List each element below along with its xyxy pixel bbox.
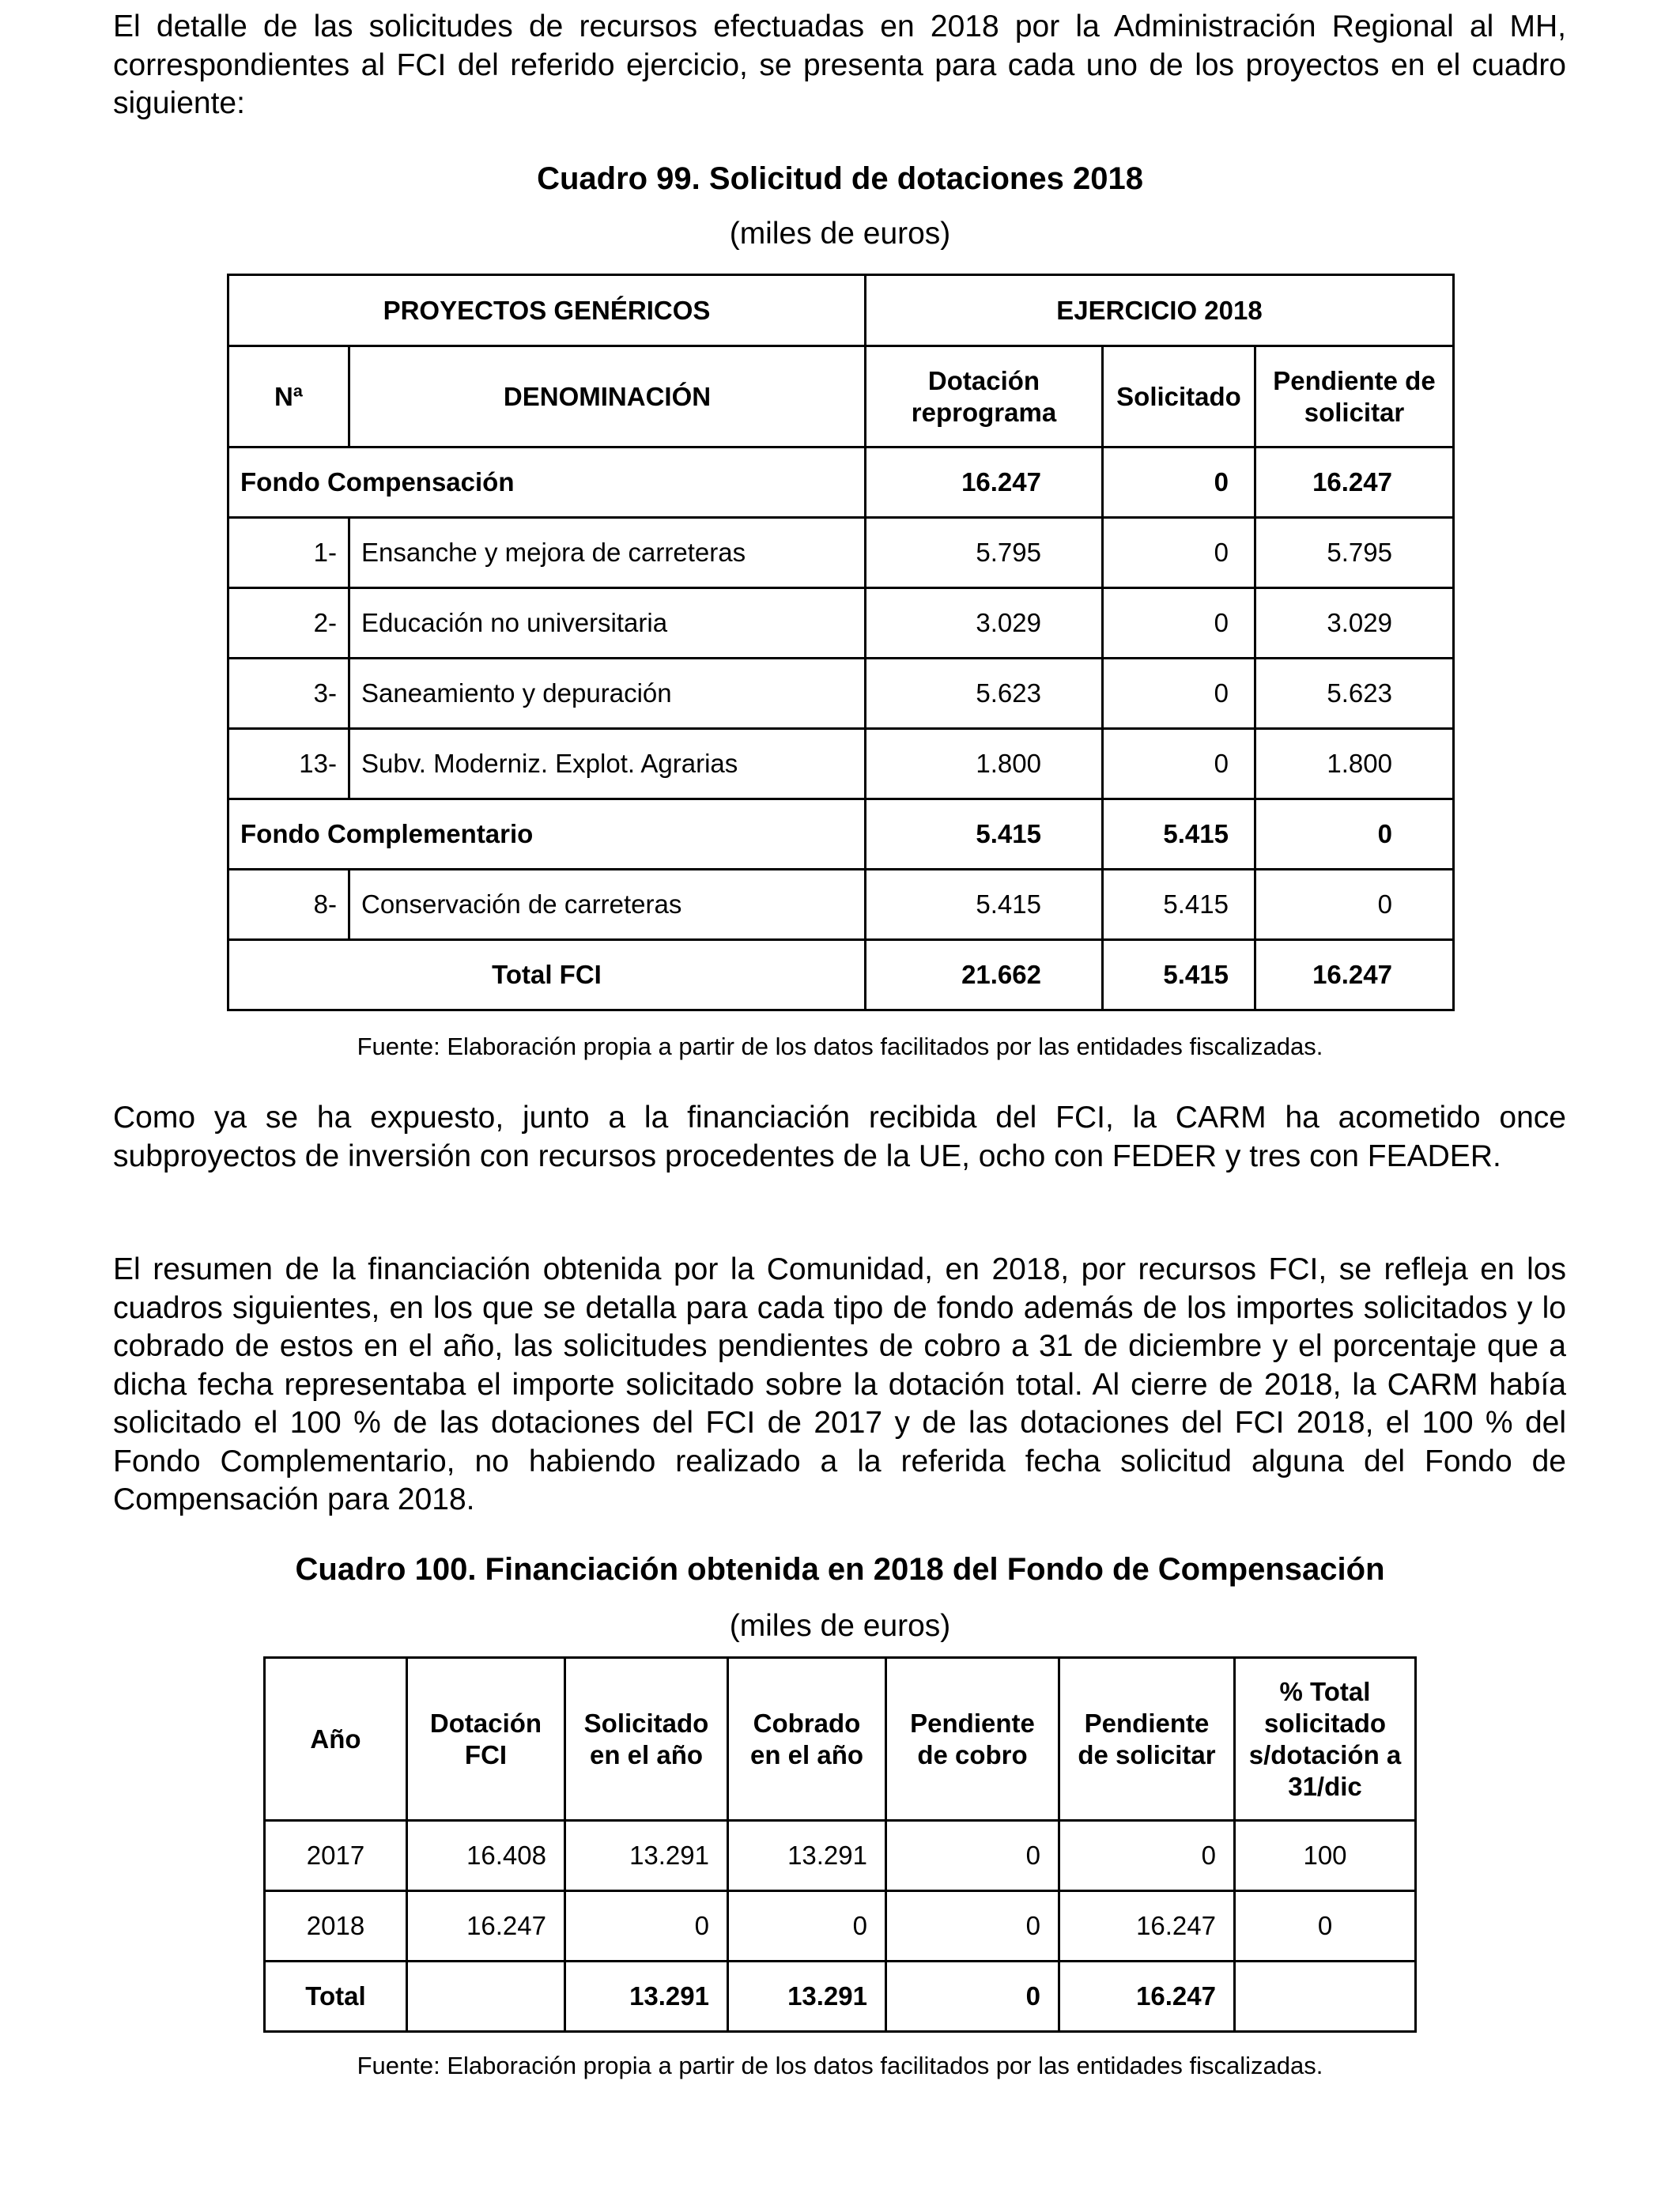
header-proyectos-genericos: PROYECTOS GENÉRICOS xyxy=(228,275,866,346)
header-pendiente-solicitar: Pendiente de solicitar xyxy=(1255,346,1454,447)
table100-title: Cuadro 100. Financiación obtenida en 2018 del Fondo de Compensación xyxy=(295,1552,1385,1587)
cell-denominacion: Saneamiento y depuración xyxy=(349,659,866,729)
cell-solicitado: 0 xyxy=(1103,659,1255,729)
cell-denominacion: Educación no universitaria xyxy=(349,588,866,659)
cell-anio: 2018 xyxy=(265,1891,407,1962)
cell-pendiente: 5.795 xyxy=(1255,518,1454,588)
paragraph-feder: Como ya se ha expuesto, junto a la financiación recibida del FCI, la CARM ha acometido once subproyectos de inversión con recursos procedentes de la UE, ocho con FEDER y tres con FEADER. xyxy=(113,1101,1566,1173)
fondo-complementario-row xyxy=(228,799,1454,870)
total-row xyxy=(265,1962,1416,2032)
cell-cobrado: 13.291 xyxy=(728,1962,886,2032)
header-pendiente-solicitar: Pendiente de solicitar xyxy=(1059,1658,1235,1821)
cell-solicitado: 0 xyxy=(1103,518,1255,588)
table100-subtitle: (miles de euros) xyxy=(729,1609,951,1643)
header-pct-solicitado: % Total solicitado s/dotación a 31/dic xyxy=(1235,1658,1416,1821)
total-label: Total FCI xyxy=(228,940,866,1010)
cell-solicitado: 5.415 xyxy=(1103,940,1255,1010)
cell-anio: Total xyxy=(265,1962,407,2032)
cell-num: 1- xyxy=(228,518,349,588)
table100 xyxy=(263,1656,1417,2033)
total-row xyxy=(228,940,1454,1010)
cell-anio: 2017 xyxy=(265,1821,407,1891)
cell-pend-solicitar: 16.247 xyxy=(1059,1962,1235,2032)
table-row xyxy=(265,1891,1416,1962)
header-dotacion-reprograma: Dotación reprograma xyxy=(866,346,1103,447)
header-denominacion: DENOMINACIÓN xyxy=(349,346,866,447)
cell-pendiente: 1.800 xyxy=(1255,729,1454,799)
cell-denominacion: Subv. Moderniz. Explot. Agrarias xyxy=(349,729,866,799)
cell-cobrado: 0 xyxy=(728,1891,886,1962)
cell-pendiente: 5.623 xyxy=(1255,659,1454,729)
table99-subtitle: (miles de euros) xyxy=(729,217,951,251)
cell-pendiente: 3.029 xyxy=(1255,588,1454,659)
table99-source: Fuente: Elaboración propia a partir de los datos facilitados por las entidades fiscalizadas. xyxy=(357,1033,1323,1060)
cell-num: 8- xyxy=(228,870,349,940)
table100-source: Fuente: Elaboración propia a partir de los datos facilitados por las entidades fiscalizadas. xyxy=(357,2052,1323,2079)
table99 xyxy=(227,274,1455,1011)
cell-pct: 100 xyxy=(1235,1821,1416,1891)
table-row xyxy=(228,659,1454,729)
cell-solicitado: 0 xyxy=(1103,729,1255,799)
header-dotacion-fci: Dotación FCI xyxy=(407,1658,565,1821)
cell-num: 13- xyxy=(228,729,349,799)
cell-solicitado: 0 xyxy=(1103,588,1255,659)
cell-solicitado: 5.415 xyxy=(1103,870,1255,940)
cell-cobrado: 13.291 xyxy=(728,1821,886,1891)
table-row xyxy=(228,588,1454,659)
cell-dotacion: 16.408 xyxy=(407,1821,565,1891)
intro-paragraph: El detalle de las solicitudes de recursos efectuadas en 2018 por la Administración Regional al MH, correspondientes al FCI del referido ejercicio, se presenta para cada uno de los proyectos en el cuadro siguiente: xyxy=(113,9,1566,120)
table-row xyxy=(228,729,1454,799)
cell-pend-cobro: 0 xyxy=(886,1821,1059,1891)
cell-solicitado: 0 xyxy=(1103,447,1255,518)
cell-dotacion: 3.029 xyxy=(866,588,1103,659)
cell-dotacion: 5.623 xyxy=(866,659,1103,729)
cell-solicitado: 13.291 xyxy=(565,1821,728,1891)
cell-denominacion: Ensanche y mejora de carreteras xyxy=(349,518,866,588)
header-cobrado-anio: Cobrado en el año xyxy=(728,1658,886,1821)
cell-solicitado: 13.291 xyxy=(565,1962,728,2032)
cell-pend-solicitar: 16.247 xyxy=(1059,1891,1235,1962)
cell-pendiente: 16.247 xyxy=(1255,447,1454,518)
cell-num: 2- xyxy=(228,588,349,659)
table-row xyxy=(228,870,1454,940)
paragraph-resumen: El resumen de la financiación obtenida por la Comunidad, en 2018, por recursos FCI, se refleja en los cuadros siguientes, en los que se detalla para cada tipo de fondo además de los importes solicitados y lo cobrado de estos en el año, las solicitudes pendientes de cobro a 31 de diciembre y el porcentaje que a dicha fecha representaba el importe solicitado sobre la dotación total. Al cierre de 2018, la CARM había solicitado el 100 % de las dotaciones del FCI de 2017 y de las dotaciones del FCI 2018, el 100 % del Fondo Complementario, no habiendo realizado a la referida fecha solicitud alguna del Fondo de Compensación para 2018. xyxy=(113,1252,1566,1516)
header-solicitado-anio: Solicitado en el año xyxy=(565,1658,728,1821)
cell-pend-cobro: 0 xyxy=(886,1962,1059,2032)
cell-dotacion: 1.800 xyxy=(866,729,1103,799)
fondo-compensacion-row xyxy=(228,447,1454,518)
fondo-label: Fondo Compensación xyxy=(228,447,866,518)
cell-pend-cobro: 0 xyxy=(886,1891,1059,1962)
header-ejercicio-2018: EJERCICIO 2018 xyxy=(866,275,1454,346)
table-row xyxy=(228,518,1454,588)
cell-dotacion: 16.247 xyxy=(407,1891,565,1962)
cell-pct: 0 xyxy=(1235,1891,1416,1962)
header-solicitado: Solicitado xyxy=(1103,346,1255,447)
header-anio: Año xyxy=(265,1658,407,1821)
cell-dotacion xyxy=(407,1962,565,2032)
cell-denominacion: Conservación de carreteras xyxy=(349,870,866,940)
cell-num: 3- xyxy=(228,659,349,729)
fondo-label: Fondo Complementario xyxy=(228,799,866,870)
cell-pendiente: 0 xyxy=(1255,870,1454,940)
table99-title: Cuadro 99. Solicitud de dotaciones 2018 xyxy=(537,161,1143,196)
cell-dotacion: 21.662 xyxy=(866,940,1103,1010)
cell-pendiente: 0 xyxy=(1255,799,1454,870)
header-pendiente-cobro: Pendiente de cobro xyxy=(886,1658,1059,1821)
cell-solicitado: 5.415 xyxy=(1103,799,1255,870)
cell-dotacion: 16.247 xyxy=(866,447,1103,518)
cell-pend-solicitar: 0 xyxy=(1059,1821,1235,1891)
header-num: Nª xyxy=(228,346,349,447)
cell-pendiente: 16.247 xyxy=(1255,940,1454,1010)
cell-dotacion: 5.415 xyxy=(866,799,1103,870)
cell-dotacion: 5.415 xyxy=(866,870,1103,940)
table-row xyxy=(265,1821,1416,1891)
cell-solicitado: 0 xyxy=(565,1891,728,1962)
cell-pct xyxy=(1235,1962,1416,2032)
cell-dotacion: 5.795 xyxy=(866,518,1103,588)
